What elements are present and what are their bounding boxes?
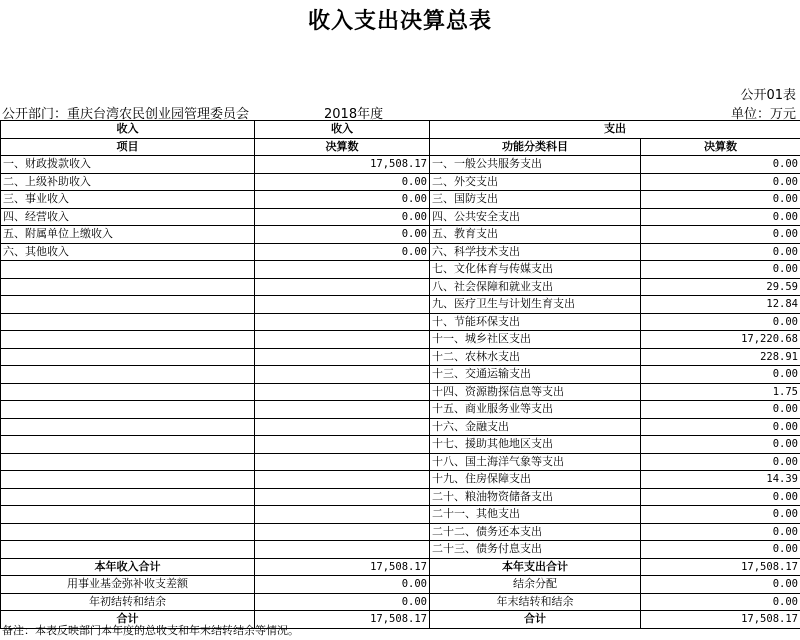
table-row xyxy=(1,523,800,541)
fund-gap-value: 0.00 xyxy=(255,576,430,594)
expense-item-value: 0.00 xyxy=(641,401,800,419)
expense-item-label: 十五、商业服务业等支出 xyxy=(430,401,641,419)
income-total-label: 本年收入合计 xyxy=(1,558,255,576)
table-row xyxy=(1,208,800,226)
income-item-value xyxy=(255,278,430,296)
expense-item-value: 0.00 xyxy=(641,506,800,524)
income-item-value xyxy=(255,418,430,436)
expense-item-label: 九、医疗卫生与计划生育支出 xyxy=(430,296,641,314)
header-amount: 决算数 xyxy=(255,138,430,156)
income-item-value xyxy=(255,436,430,454)
table-row xyxy=(1,331,800,349)
income-item-value: 0.00 xyxy=(255,243,430,261)
income-item-label xyxy=(1,278,255,296)
income-item-value xyxy=(255,313,430,331)
table-row xyxy=(1,278,800,296)
income-item-label: 一、财政拨款收入 xyxy=(1,156,255,174)
income-item-value: 17,508.17 xyxy=(255,156,430,174)
expense-item-value: 0.00 xyxy=(641,208,800,226)
table-row xyxy=(1,418,800,436)
expense-item-value: 0.00 xyxy=(641,243,800,261)
expense-item-label: 五、教育支出 xyxy=(430,226,641,244)
income-item-label xyxy=(1,261,255,279)
expense-item-label: 二十三、债务付息支出 xyxy=(430,541,641,559)
table-row xyxy=(1,173,800,191)
income-item-value xyxy=(255,348,430,366)
income-item-label: 五、附属单位上缴收入 xyxy=(1,226,255,244)
income-item-value xyxy=(255,366,430,384)
end-balance-value: 0.00 xyxy=(641,593,800,611)
expense-item-label: 十九、住房保障支出 xyxy=(430,471,641,489)
table-row xyxy=(1,401,800,419)
income-item-label xyxy=(1,471,255,489)
income-item-value: 0.00 xyxy=(255,208,430,226)
end-balance-label: 年末结转和结余 xyxy=(430,593,641,611)
expense-item-value: 0.00 xyxy=(641,418,800,436)
expense-item-label: 三、国防支出 xyxy=(430,191,641,209)
table-row xyxy=(1,436,800,454)
income-item-label xyxy=(1,348,255,366)
expense-item-label: 十三、交通运输支出 xyxy=(430,366,641,384)
surplus-dist-label: 结余分配 xyxy=(430,576,641,594)
grand-total-expense: 17,508.17 xyxy=(641,611,800,629)
begin-balance-label: 年初结转和结余 xyxy=(1,593,255,611)
table-row xyxy=(1,366,800,384)
expense-item-label: 七、文化体育与传媒支出 xyxy=(430,261,641,279)
income-total-row xyxy=(1,558,800,576)
income-item-value: 0.00 xyxy=(255,226,430,244)
expense-total-value: 17,508.17 xyxy=(641,558,800,576)
expense-item-value: 1.75 xyxy=(641,383,800,401)
income-item-label xyxy=(1,366,255,384)
expense-item-label: 二十二、债务还本支出 xyxy=(430,523,641,541)
expense-item-label: 一、一般公共服务支出 xyxy=(430,156,641,174)
income-item-label xyxy=(1,331,255,349)
income-item-label: 三、事业收入 xyxy=(1,191,255,209)
grand-total-label2: 合计 xyxy=(430,611,641,629)
income-item-label xyxy=(1,296,255,314)
page-title: 收入支出决算总表 xyxy=(307,9,492,34)
department-label: 公开部门：重庆台湾农民创业园管理委员会 xyxy=(2,107,250,122)
table-row xyxy=(1,348,800,366)
surplus-dist-value: 0.00 xyxy=(641,576,800,594)
income-item-label xyxy=(1,541,255,559)
expense-item-value: 228.91 xyxy=(641,348,800,366)
income-item-label xyxy=(1,418,255,436)
income-item-value xyxy=(255,383,430,401)
footnote: 备注：本表反映部门本年度的总收支和年末结转结余等情况。 xyxy=(2,624,299,637)
expense-item-value: 0.00 xyxy=(641,541,800,559)
income-item-label xyxy=(1,383,255,401)
fund-gap-label: 用事业基金弥补收支差额 xyxy=(1,576,255,594)
income-item-label: 四、经营收入 xyxy=(1,208,255,226)
table-row xyxy=(1,506,800,524)
expense-item-value: 0.00 xyxy=(641,488,800,506)
expense-item-value: 0.00 xyxy=(641,173,800,191)
header-row-1 xyxy=(1,121,800,139)
income-item-value xyxy=(255,488,430,506)
income-item-value xyxy=(255,331,430,349)
income-item-value: 0.00 xyxy=(255,173,430,191)
income-item-value xyxy=(255,453,430,471)
year-label: 2018年度 xyxy=(324,107,384,122)
header-expense: 支出 xyxy=(430,121,800,139)
income-item-label xyxy=(1,506,255,524)
expense-item-label: 二十、粮油物资储备支出 xyxy=(430,488,641,506)
header-income-amount-group: 收入 xyxy=(255,121,430,139)
fund-gap-row xyxy=(1,576,800,594)
expense-item-label: 八、社会保障和就业支出 xyxy=(430,278,641,296)
income-item-label xyxy=(1,436,255,454)
table-row xyxy=(1,191,800,209)
budget-table xyxy=(0,120,800,629)
header-row-2 xyxy=(1,138,800,156)
unit-label: 单位：万元 xyxy=(730,107,796,122)
begin-balance-value: 0.00 xyxy=(255,593,430,611)
table-row xyxy=(1,313,800,331)
expense-item-value: 0.00 xyxy=(641,226,800,244)
expense-item-label: 十六、金融支出 xyxy=(430,418,641,436)
income-item-label xyxy=(1,313,255,331)
income-item-value xyxy=(255,523,430,541)
income-item-label: 二、上级补助收入 xyxy=(1,173,255,191)
expense-item-value: 0.00 xyxy=(641,191,800,209)
income-item-value xyxy=(255,541,430,559)
expense-item-label: 二十一、其他支出 xyxy=(430,506,641,524)
expense-item-value: 0.00 xyxy=(641,156,800,174)
expense-item-label: 十、节能环保支出 xyxy=(430,313,641,331)
income-item-value xyxy=(255,261,430,279)
table-row xyxy=(1,541,800,559)
grand-total-label: 合计 xyxy=(1,611,255,629)
form-code: 公开01表 xyxy=(740,88,796,103)
expense-item-label: 十七、援助其他地区支出 xyxy=(430,436,641,454)
expense-item-label: 四、公共安全支出 xyxy=(430,208,641,226)
table-row xyxy=(1,383,800,401)
table-row xyxy=(1,226,800,244)
table-row xyxy=(1,453,800,471)
expense-item-label: 二、外交支出 xyxy=(430,173,641,191)
table-row xyxy=(1,243,800,261)
income-item-value xyxy=(255,506,430,524)
income-total-value: 17,508.17 xyxy=(255,558,430,576)
expense-item-label: 十一、城乡社区支出 xyxy=(430,331,641,349)
income-item-label xyxy=(1,401,255,419)
balance-row xyxy=(1,593,800,611)
header-amount2: 决算数 xyxy=(641,138,800,156)
expense-item-label: 十二、农林水支出 xyxy=(430,348,641,366)
expense-item-value: 29.59 xyxy=(641,278,800,296)
expense-item-value: 0.00 xyxy=(641,436,800,454)
table-row xyxy=(1,296,800,314)
income-item-label xyxy=(1,488,255,506)
income-item-value: 0.00 xyxy=(255,191,430,209)
income-item-label: 六、其他收入 xyxy=(1,243,255,261)
income-item-label xyxy=(1,453,255,471)
table-row xyxy=(1,261,800,279)
expense-item-label: 十四、资源勘探信息等支出 xyxy=(430,383,641,401)
expense-item-label: 十八、国土海洋气象等支出 xyxy=(430,453,641,471)
expense-item-label: 六、科学技术支出 xyxy=(430,243,641,261)
header-item: 项目 xyxy=(1,138,255,156)
expense-item-value: 0.00 xyxy=(641,366,800,384)
income-item-label xyxy=(1,523,255,541)
expense-item-value: 0.00 xyxy=(641,313,800,331)
expense-item-value: 0.00 xyxy=(641,523,800,541)
income-item-value xyxy=(255,401,430,419)
header-income: 收入 xyxy=(1,121,255,139)
expense-item-value: 12.84 xyxy=(641,296,800,314)
expense-item-value: 0.00 xyxy=(641,261,800,279)
expense-total-label: 本年支出合计 xyxy=(430,558,641,576)
income-item-value xyxy=(255,471,430,489)
expense-item-value: 0.00 xyxy=(641,453,800,471)
expense-item-value: 14.39 xyxy=(641,471,800,489)
table-row xyxy=(1,471,800,489)
header-func-category: 功能分类科目 xyxy=(430,138,641,156)
table-row xyxy=(1,488,800,506)
table-row xyxy=(1,156,800,174)
income-item-value xyxy=(255,296,430,314)
expense-item-value: 17,220.68 xyxy=(641,331,800,349)
grand-total-income: 17,508.17 xyxy=(255,611,430,629)
